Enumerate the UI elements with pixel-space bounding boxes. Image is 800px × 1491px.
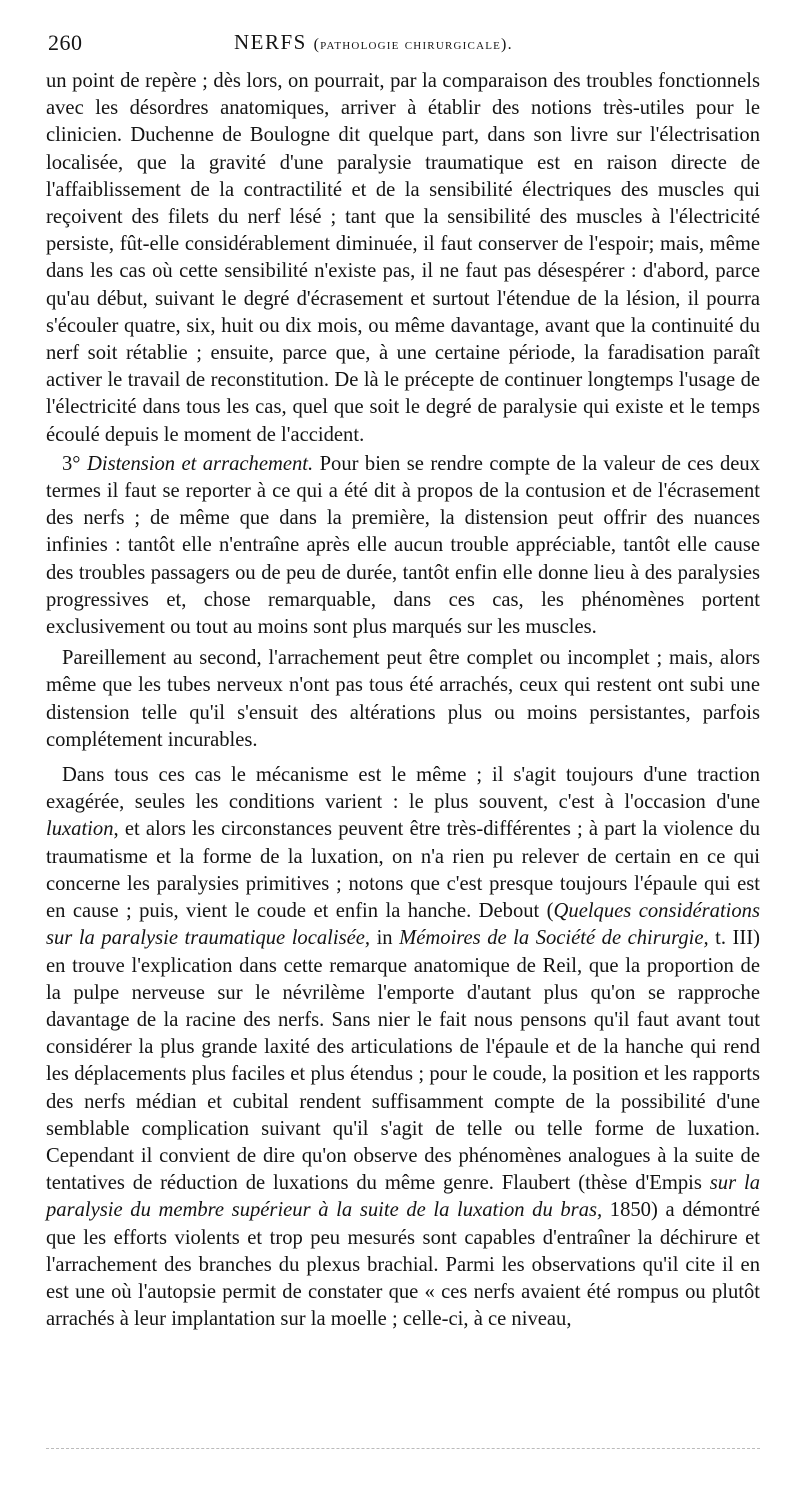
mecanisme-text-d: 1850) a démontré que les efforts violents et trop peu mesurés sont capables d'entraîner la déchirure et l'arrachement des branches du plexus brachial. Parmi les observations qu'il cite il en est une où l'autopsie permit de constater que « ces nerfs avaient été rompus ou plutôt arrachés à leur implantation sur la moelle ; celle-ci, à ce niveau,	[46, 1199, 760, 1331]
section-number: 3°	[62, 452, 81, 475]
paragraph-arrachement: Pareillement au second, l'arrachement peut être complet ou incomplet ; mais, alors même que les tubes nerveux n'ont pas tous été arrachés, ceux qui restent ont subi une distension telle qu'il s'ensuit des altérations plus ou moins persistantes, parfois complétement incurables.	[46, 647, 760, 751]
page-number: 260	[48, 30, 83, 55]
paragraph-electrisation: un point de repère ; dès lors, on pourrait, par la comparaison des troubles fonctionnels avec les désordres anatomiques, arriver à établir des notions très-utiles pour le clinicien. Duchenne de Boulogne dit quelque part, dans son livre sur l'électrisation localisée, que la gravité d'une paralysie traumatique est en raison directe de l'affaiblissement de la contractilité et de la sensibilité électriques des muscles qui reçoivent des filets du nerf lésé ; tant que la sensibilité des muscles à l'électricité persiste, fût-elle considérablement diminuée, il faut conserver de l'espoir; mais, même dans les cas où cette sensibilité n'existe pas, il ne faut pas désespérer : d'abord, parce qu'au début, suivant le degré d'écrasement et surtout l'étendue de la lésion, il pourra s'écouler quatre, six, huit ou dix mois, ou même davantage, avant que la continuité du nerf soit rétablie ; ensuite, parce que, à une certaine période, la faradisation paraît activer le travail de reconstitution. De là le précepte de continuer longtemps l'usage de l'électricité dans tous les cas, quel que soit le degré de paralysie qui existe et le temps écoulé depuis le moment de l'accident.	[46, 70, 760, 446]
paragraph-mecanisme	[46, 762, 760, 1333]
running-head	[44, 30, 760, 62]
mecanisme-text-c: t. III) en trouve l'explication dans cette remarque anatomique de Reil, que la proportion de la pulpe nerveuse sur le névrilème l'emporte d'autant plus qu'on se rapproche davantage de la racine des nerfs. Sans nier le fait nous pensons qu'il faut avant tout considérer la plus grande laxité des articulations de l'épaule et de la hanche qui rend les déplacements plus faciles et plus étendus ; pour le coude, la position et les rapports des nerfs médian et cubital rendent suffisamment compte de la possibilité d'une semblable complication suivant qu'il s'agit de telle ou telle forme de luxation. Cependant il convient de dire qu'on observe des phénomènes analogues à la suite de tentatives de réduction de luxations du même genre. Flaubert (thèse d'Empis	[46, 927, 760, 1195]
citation-debout-title: Quelques considérations sur la paralysie traumatique localisée,	[46, 900, 760, 950]
footer-rule	[46, 1448, 760, 1449]
mecanisme-text-a: Dans tous ces cas le mécanisme est le même ; il s'agit toujours d'une traction exagérée, seules les conditions varient : le plus souvent, c'est à l'occasion d'une	[46, 764, 760, 814]
section-heading: Distension et arrachement.	[86, 452, 314, 475]
citation-empis-title: sur la paralysie du membre supérieur à la suite de la luxation du bras,	[46, 1172, 760, 1222]
citation-in: in	[370, 927, 400, 950]
paragraph-distension	[46, 451, 760, 641]
citation-memoires: Mémoires de la Société de chirurgie,	[399, 927, 709, 950]
paragraph-distension-text: Pour bien se rendre compte de la valeur de ces deux termes il faut se reporter à ce qui a été dit à propos de la contusion et de l'écrasement des nerfs ; de même que dans la première, la distension peut offrir des nuances infinies : tantôt elle n'entraîne après elle aucun trouble appréciable, tantôt elle cause des troubles passagers ou de peu de durée, tantôt enfin elle donne lieu à des paralysies progressives et, chose remarquable, dans ces cas, les phénomènes portent exclusivement ou tout au moins sont plus marqués sur les muscles.	[46, 452, 760, 639]
running-title	[234, 30, 513, 55]
running-title-sub: (pathologie chirurgicale).	[313, 36, 513, 53]
term-luxation: luxation	[46, 818, 114, 841]
running-title-main: NERFS	[234, 30, 307, 54]
body-text	[46, 68, 760, 1333]
mecanisme-text-b: , et alors les circonstances peuvent être très-différentes ; à part la violence du traumatisme et la forme de la luxation, on n'a rien pu relever de certain en ce qui concerne les paralysies primitives ; notons que c'est presque toujours l'épaule qui est en cause ; puis, vient le coude et enfin la hanche. Debout (	[46, 818, 760, 923]
